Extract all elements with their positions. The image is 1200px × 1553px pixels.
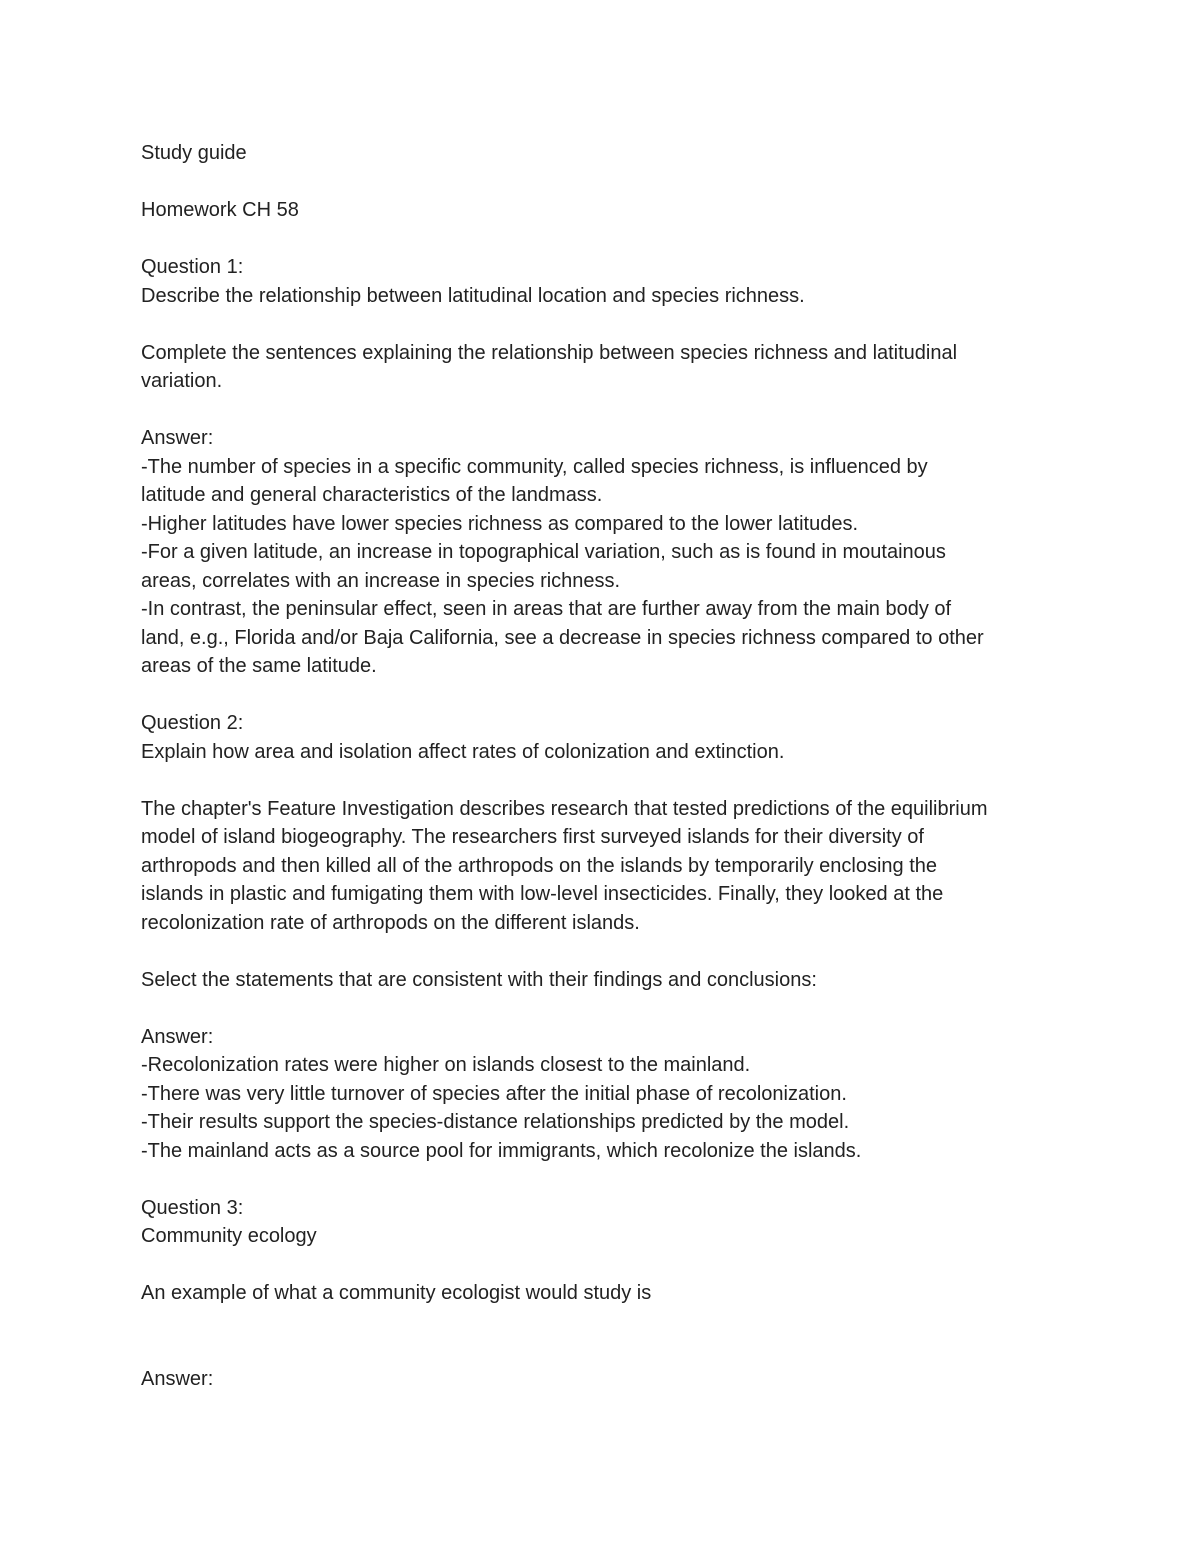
spacer [141, 1308, 1071, 1365]
question-2-passage-line: The chapter's Feature Investigation describes research that tested predictions of the equilibrium [141, 797, 988, 820]
question-2-answer-line: -The mainland acts as a source pool for immigrants, which recolonize the islands. [141, 1139, 862, 1162]
question-2-passage-line: recolonization rate of arthropods on the different islands. [141, 911, 640, 934]
question-2-passage-line: arthropods and then killed all of the arthropods on the islands by temporarily enclosing the [141, 854, 938, 877]
question-3 [141, 1194, 1071, 1394]
spacer [141, 1165, 1071, 1194]
question-2-passage-line: model of island biogeography. The researchers first surveyed islands for their diversity of [141, 826, 924, 848]
document-title: Study guide [141, 142, 247, 164]
question-1-instruction-line: Complete the sentences explaining the relationship between species richness and latitudinal [141, 341, 958, 364]
question-1 [141, 253, 1071, 681]
question-3-answer-label: Answer: [141, 1367, 214, 1390]
question-2-instruction: Select the statements that are consistent with their findings and conclusions: [141, 968, 817, 991]
question-2-heading: Question 2: [141, 712, 244, 734]
spacer [141, 225, 1071, 254]
question-1-answer-line: -Higher latitudes have lower species richness as compared to the lower latitudes. [141, 512, 859, 535]
spacer [141, 168, 1071, 197]
document-page [141, 139, 1071, 1393]
question-3-heading: Question 3: [141, 1196, 244, 1219]
question-1-answer-line: areas of the same latitude. [141, 655, 377, 677]
spacer [141, 1251, 1071, 1280]
spacer [141, 310, 1071, 339]
spacer [141, 766, 1071, 795]
question-2 [141, 709, 1071, 1165]
question-1-prompt: Describe the relationship between latitudinal location and species richness. [141, 284, 805, 307]
question-2-answer-line: -Recolonization rates were higher on islands closest to the mainland. [141, 1054, 751, 1076]
spacer [141, 396, 1071, 425]
question-1-answer-line: latitude and general characteristics of the landmass. [141, 484, 603, 506]
question-1-answer-line: land, e.g., Florida and/or Baja California, see a decrease in species richness compared to other [141, 626, 984, 649]
question-1-answer-line: -The number of species in a specific community, called species richness, is influenced by [141, 455, 928, 478]
spacer [141, 937, 1071, 966]
question-3-instruction: An example of what a community ecologist would study is [141, 1282, 652, 1304]
spacer [141, 681, 1071, 710]
question-2-answer-line: -Their results support the species-distance relationships predicted by the model. [141, 1111, 850, 1133]
question-1-answer-line: areas, correlates with an increase in species richness. [141, 569, 621, 592]
question-2-passage-line: islands in plastic and fumigating them with low-level insecticides. Finally, they looked at the [141, 883, 944, 905]
question-1-instruction-line: variation. [141, 370, 223, 392]
question-1-answer-label: Answer: [141, 427, 214, 449]
document-subtitle: Homework CH 58 [141, 199, 299, 221]
spacer [141, 994, 1071, 1023]
question-1-answer-line: -For a given latitude, an increase in topographical variation, such as is found in moutainous [141, 541, 946, 563]
question-1-answer-line: -In contrast, the peninsular effect, seen in areas that are further away from the main body of [141, 598, 952, 620]
question-3-prompt: Community ecology [141, 1225, 317, 1247]
question-2-answer-line: -There was very little turnover of species after the initial phase of recolonization. [141, 1082, 847, 1105]
question-1-heading: Question 1: [141, 256, 244, 278]
question-2-answer-label: Answer: [141, 1025, 214, 1048]
question-2-prompt: Explain how area and isolation affect rates of colonization and extinction. [141, 740, 785, 763]
